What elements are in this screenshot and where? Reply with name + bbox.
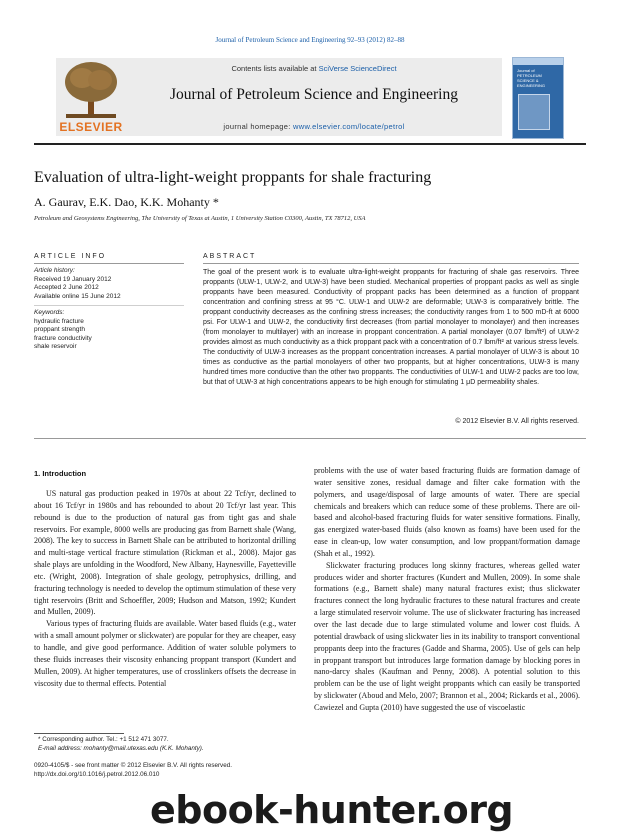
elsevier-wordmark: ELSEVIER: [59, 120, 123, 134]
abstract-rule: [203, 263, 579, 264]
article-title: Evaluation of ultra-light-weight proppants for shale fracturing: [34, 169, 432, 186]
keyword-item: proppant strength: [34, 326, 85, 334]
left-column: [34, 488, 296, 689]
article-authors: A. Gaurav, E.K. Dao, K.K. Mohanty *: [34, 195, 219, 209]
journal-reference[interactable]: Journal of Petroleum Science and Engineering 92–93 (2012) 82–88: [215, 36, 405, 44]
keyword-item: shale reservoir: [34, 343, 77, 351]
body-paragraph: problems with the use of water based fracturing fluids are formation damage of water sensitive zones, residual damage and filter cake formation with the polymers, and usage/disposal of large amounts of water. There are special chemicals and breakers which can reduce some of these problems. There are oil-based and alcohol-based fracturing fluids for water sensitive formations. Finally, gas energized water-based fluids (also known as foams) have been used for the ease in clean-up, low water consumption, and low proppant/formation damage (Shah et al., 1992).: [314, 466, 580, 558]
elsevier-tree-icon: [56, 58, 126, 122]
elsevier-logo: [56, 58, 126, 136]
footnote: [38, 736, 298, 753]
keywords-label: Keywords:: [34, 309, 65, 316]
body-paragraph: US natural gas production peaked in 1970s at about 22 Tcf/yr, declined to about 16 Tcf/yr in 1980s and has rebounded to about 20 Tcf/yr last year. This rebound is due to the production of natural gas from tight gas and shale reservoirs. For example, 8000 wells are producing gas from Barnett shale (Wang, 2008). The key to success in Barnett Shale can be attributed to horizontal drilling and multi-stage vertical fracture stimulation (Rickman et al., 2008). Major gas shale plays are unfolding in the Woodford, New Albany, Haynesville, Fayetteville etc. (Wright, 2008). Integration of shale geology, petrophysics, drilling, and fracturing technology is needed to develop the optimum stimulation of these very tight reservoirs (Britt and Schoeffler, 2009; Hudson and Matson, 1992; Kundert and Mullen, 2009).: [34, 489, 296, 617]
article-info-rule: [34, 263, 184, 264]
introduction-heading: 1. Introduction: [34, 469, 87, 478]
article-info-heading: ARTICLE INFO: [34, 253, 107, 260]
abstract-copyright: © 2012 Elsevier B.V. All rights reserved.: [455, 418, 579, 425]
homepage-link[interactable]: www.elsevier.com/locate/petrol: [293, 122, 405, 131]
contents-line: [126, 64, 502, 73]
journal-title: Journal of Petroleum Science and Engineering: [170, 86, 458, 103]
homepage-prefix: journal homepage:: [223, 122, 294, 131]
homepage-line: [126, 122, 502, 131]
body-paragraph: Various types of fracturing fluids are available. Water based fluids (e.g., water with a small amount polymer or slickwater) are popular for they are cheaper, easy to handle, and give good performance. Addition of water soluble polymers to these fluids increases their viscosity enhancing proppant transport (Kundert and Mullen, 2009). At higher temperatures, use of crosslinkers offsets the decrease in viscosity due to thermal effects. Potential: [34, 619, 296, 688]
doi-link[interactable]: http://dx.doi.org/10.1016/j.petrol.2012.06.010: [34, 770, 160, 778]
watermark-text: ebook-hunter.org: [150, 788, 514, 832]
journal-cover-image: [512, 57, 564, 139]
header-divider: [34, 143, 586, 145]
author-email[interactable]: E-mail address: mohanty@mail.utexas.edu (K.K. Mohanty).: [38, 744, 204, 752]
corresponding-author: * Corresponding author. Tel.: +1 512 471 3077.: [38, 736, 169, 743]
history-label: Article history:: [34, 267, 75, 274]
history-received: Received 19 January 2012: [34, 275, 112, 283]
cover-title: Journal of PETROLEUM SCIENCE & ENGINEERING: [517, 68, 546, 88]
history-online: Available online 15 June 2012: [34, 292, 121, 300]
keyword-item: fracture conductivity: [34, 334, 92, 342]
cover-band: [513, 58, 563, 65]
article-info-subrule: [34, 305, 184, 306]
contents-prefix: Contents lists available at: [231, 64, 319, 73]
author-affiliation: Petroleum and Geosystems Engineering, The University of Texas at Austin, 1 University Station C0300, Austin, TX 78712, USA: [34, 215, 366, 222]
front-matter-line: 0920-4105/$ - see front matter © 2012 Elsevier B.V. All rights reserved.: [34, 762, 232, 769]
cover-illustration: [518, 94, 550, 130]
article-history: [34, 267, 184, 301]
body-paragraph: Slickwater fracturing produces long skinny fractures, whereas gelled water produces wider and shorter fractures (Kundert and Mullen, 2009). In some shale formations (e.g., Barnett shale) many natural fractures exist; thus slickwater fractures connect the long hydraulic fractures to these natural fractures and create a large stimulated reservoir volume. The use of slickwater fracturing has increased over the last decade due to large stimulated volume and lower cost fluids. A potential drawback of using slickwater lies in its inability to transport conventional proppants deep into the fractures (Gadde and Sharma, 2005). Use of gels can help in proppant transport but introduces large formation damage by blocking pores in nano-darcy shales (Kaufman and Penny, 2008). A potential solution to this problem can be the use of light weight proppants which can easily be transported by slickwater (Aboud and Melo, 2007; Brannon et al., 2004; Rickards et al., 2006). Cawiezel and Gupta (2010) have suggested the use of viscoelastic: [314, 560, 580, 712]
abstract-heading: ABSTRACT: [203, 253, 257, 260]
right-column: [314, 465, 580, 714]
issn-block: [34, 762, 314, 779]
sciencedirect-link[interactable]: SciVerse ScienceDirect: [318, 64, 397, 73]
abstract-text: The goal of the present work is to evaluate ultra-light-weight proppants for fracturing of shale gas reservoirs. Three proppants (ULW-1, ULW-2, and ULW-3) have been studied. Mechanical properties of proppant packs as well as single proppants have been measured. Conductivity of proppant packs has been determined as a function of proppant concentration and confining stress at 95 °C. ULW-1 and ULW-2 are deformable; ULW-3 is comparatively brittle. The proppant conductivity decreases as the confining stress increases; the conductivity ranges from 1 to 500 mD-ft at 6000 psi. For ULW-1 and ULW-2, the conductivity first decreases (from partial monolayer to monolayer) and then increases (from monolayer to multilayer) with an increase in proppant concentration. A partial monolayer (0.07 lbm/ft²) of ULW-2 provides almost as much conductivity as a thick proppant pack with a concentration of 0.7 lbm/ft² at various stress levels. The conductivity of ULW-3 increases as the proppant concentration increases. A partial monolayer of ULW-3 is about 10 times as conductive as the partial monolayers of other two proppants, but at higher concentrations, ULW-3 is many hundred times more conductive than the other two proppants. The conductivities of ULW-1 and ULW-2 packs are too low, but that of ULW-3 at high concentrations appears to be high enough for stimulating 1 μD permeability shales.: [203, 269, 579, 386]
article-keywords: [34, 309, 184, 352]
abstract-bottom-rule: [34, 438, 586, 439]
keyword-item: hydraulic fracture: [34, 317, 84, 325]
footnote-rule: [34, 733, 124, 734]
history-accepted: Accepted 2 June 2012: [34, 284, 99, 292]
